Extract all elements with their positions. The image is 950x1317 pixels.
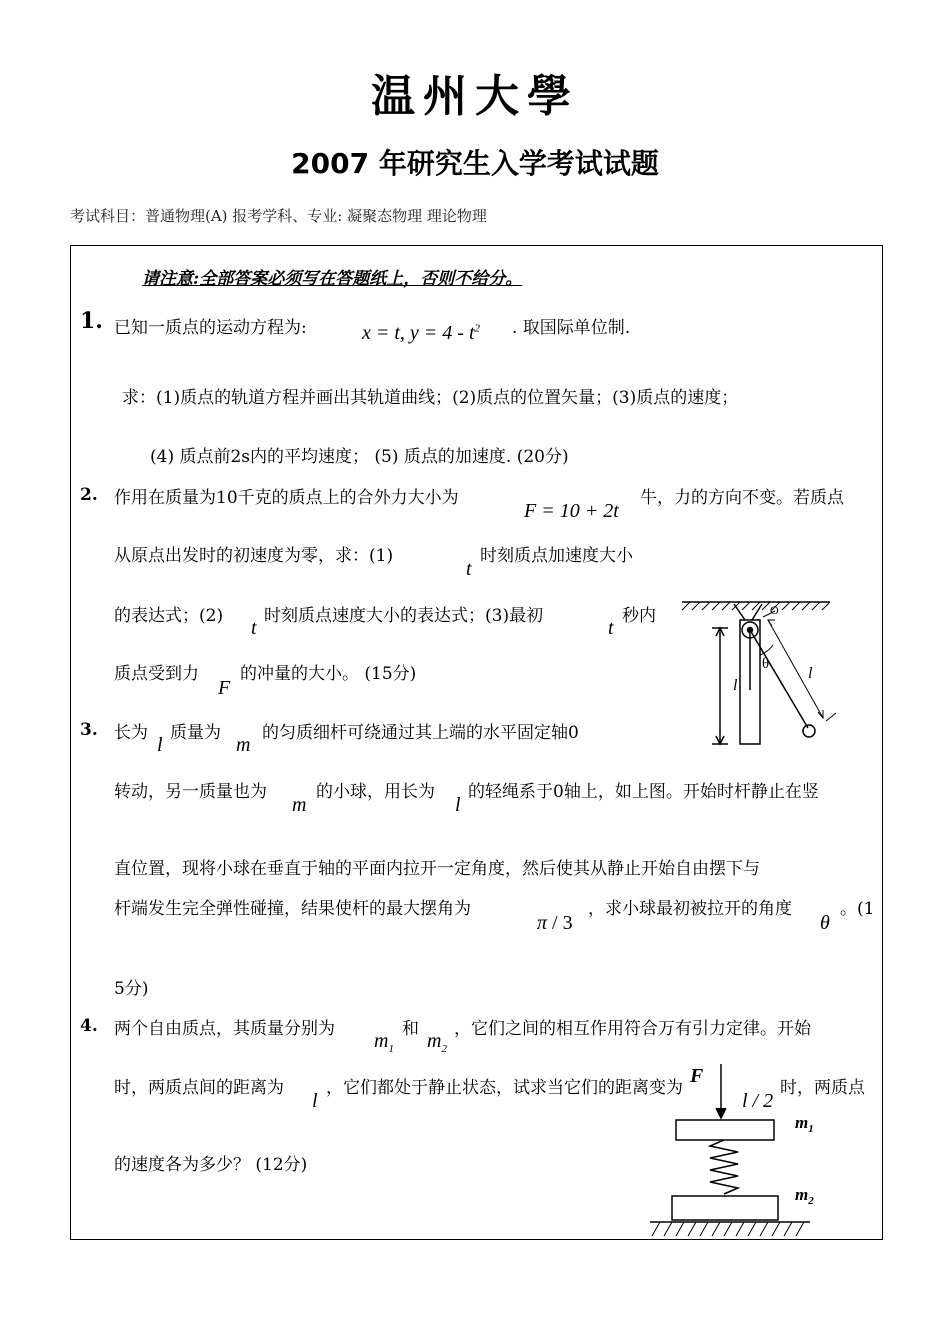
q3-m-symbol: m (236, 734, 251, 756)
q4-l-symbol: l (312, 1090, 318, 1112)
q3-line4a: 杆端发生完全弹性碰撞，结果使杆的最大摆角为 (114, 899, 471, 919)
q4-and: 和 (402, 1019, 419, 1039)
q2-line1a: 作用在质量为10千克的质点上的合外力大小为 (114, 488, 459, 508)
q3-line1b: 质量为 (170, 723, 221, 743)
q3-l-symbol-2: l (455, 794, 461, 816)
q4-line1a: 两个自由质点，其质量分别为 (114, 1019, 335, 1039)
notice: 请注意:全部答案必须写在答题纸上，否则不给分。 (142, 269, 523, 289)
q2-t-symbol-3: t (608, 617, 614, 639)
q2-number: 2. (80, 485, 98, 505)
q2-t-symbol-2: t (251, 617, 257, 639)
q1-line1b: . 取国际单位制. (512, 318, 631, 338)
q2-line1b: 牛，力的方向不变。若质点 (640, 488, 844, 508)
q2-line2a: 从原点出发时的初速度为零，求：(1) (114, 546, 394, 566)
q4-number: 4. (80, 1016, 98, 1036)
rope-length-label: l (808, 665, 813, 682)
q2-line3b: 时刻质点速度大小的表达式；(3)最初 (264, 606, 544, 626)
q4-line3: 的速度各为多少？ (12分) (114, 1155, 308, 1175)
q3-line4b: ，求小球最初被拉开的角度 (588, 899, 792, 919)
mass-m2-label: $m_2$ (795, 1185, 814, 1207)
subject-line: 考试科目：普通物理(A) 报考学科、专业: 凝聚态物理 理论物理 (70, 207, 487, 225)
q2-line4a: 质点受到力 (114, 664, 199, 684)
q3-m-symbol-2: m (292, 794, 307, 816)
angle-theta-label: θ (762, 656, 770, 672)
q1-line3: (4) 质点前2s内的平均速度； (5) 质点的加速度. (20分) (150, 447, 569, 467)
q1-equation: x = t, $y = 4 - t^2$ (362, 322, 481, 344)
exam-title: 2007 年研究生入学考试试题 (291, 147, 659, 180)
q1-line2: 求：(1)质点的轨道方程并画出其轨道曲线；(2)质点的位置矢量；(3)质点的速度； (122, 388, 739, 408)
q1-line1a: 已知一质点的运动方程为: (114, 318, 307, 338)
q4-l-half: l / 2 (742, 1090, 774, 1112)
q3-line2c: 的轻绳系于0轴上，如上图。开始时杆静止在竖 (468, 782, 819, 802)
q2-line3c: 秒内 (622, 606, 656, 626)
q4-m1-symbol: $m_1$ (374, 1030, 394, 1055)
q3-line1a: 长为 (114, 723, 148, 743)
mass-m1-label: $m_1$ (795, 1113, 814, 1135)
q3-l-symbol: l (157, 734, 163, 756)
q3-line2a: 转动，另一质量也为 (114, 782, 267, 802)
q1-number: 1. (80, 308, 103, 334)
q2-F-symbol: F (218, 677, 231, 699)
q3-pi-over-3: π / 3 (537, 912, 573, 934)
q3-line4c: 。(1 (840, 899, 875, 919)
q3-line3: 直位置，现将小球在垂直于轴的平面内拉开一定角度，然后使其从静止开始自由摆下与 (114, 859, 760, 879)
rod-length-label: l (733, 677, 738, 694)
q2-equation: F = 10 + 2t (524, 500, 619, 522)
q3-line5: 5分) (114, 979, 149, 999)
q2-line3a: 的表达式；(2) (114, 606, 224, 626)
q3-line2b: 的小球，用长为 (316, 782, 435, 802)
q4-m2-symbol: $m_2$ (427, 1030, 447, 1055)
university-logo-text: 温州大學 (371, 71, 579, 122)
q2-line4b: 的冲量的大小。 (15分) (240, 664, 417, 684)
q4-line1b: ，它们之间的相互作用符合万有引力定律。开始 (454, 1019, 811, 1039)
q4-line2c: 时，两质点 (780, 1078, 865, 1098)
q3-theta-symbol: θ (820, 912, 830, 934)
force-F-label: F (690, 1065, 704, 1087)
q2-line2b: 时刻质点加速度大小 (480, 546, 633, 566)
q4-line2b: ，它们都处于静止状态，试求当它们的距离变为 (326, 1078, 683, 1098)
q3-line1c: 的匀质细杆可绕通过其上端的水平固定轴0 (262, 723, 579, 743)
q2-t-symbol: t (466, 558, 472, 580)
q4-line2a: 时，两质点间的距离为 (114, 1078, 284, 1098)
q3-number: 3. (80, 720, 98, 740)
pivot-o-label: O (770, 603, 779, 617)
